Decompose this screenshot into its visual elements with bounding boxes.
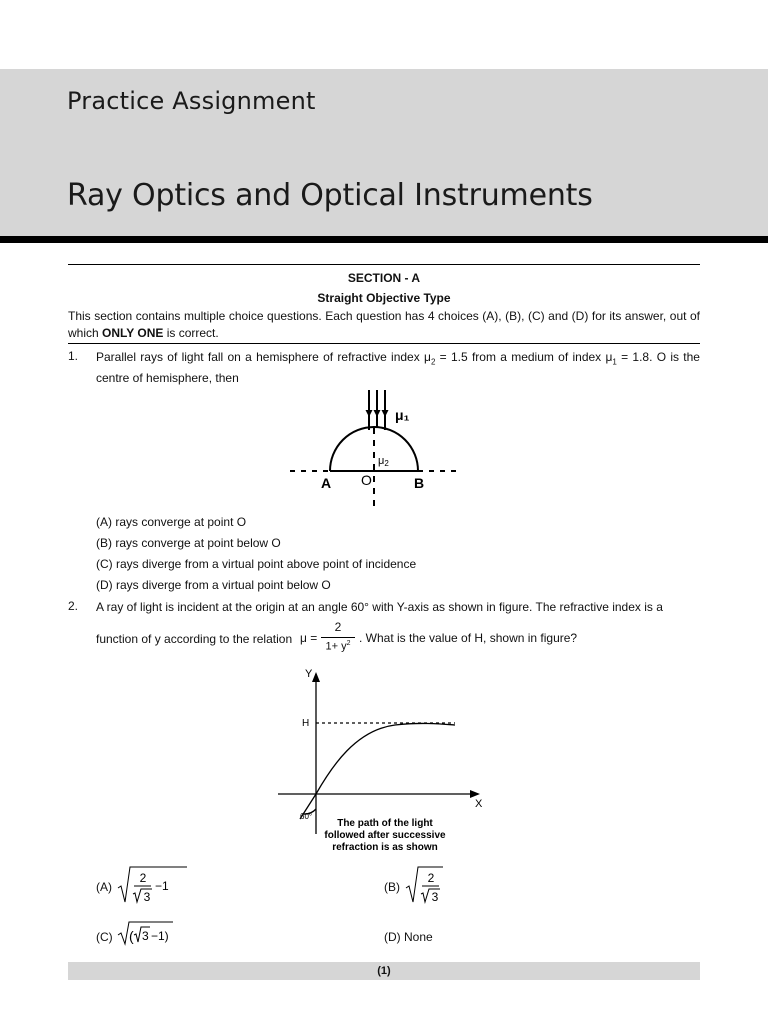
label-a: A [321,475,332,491]
y-label: Y [305,668,313,680]
light-path-curve [300,723,455,819]
q2-option-a-formula [117,864,189,906]
section-heading: SECTION - A [347,271,421,285]
a-numerator: 2 [139,871,147,885]
b-numerator: 2 [427,871,435,885]
q1-option-b: (B) rays converge at point below O [96,536,281,550]
q2-frac-denominator [321,640,355,653]
q1-option-a: (A) rays converge at point O [96,515,247,529]
q1-mu1-symbol: μ [605,350,613,364]
label-o: O [361,472,372,488]
ray-path-figure [270,664,500,859]
section-top-rule [68,264,700,265]
q1-option-d: (D) rays diverge from a virtual point below O [96,578,331,592]
section-type: Straight Objective Type [317,291,451,305]
page-title: Ray Optics and Optical Instruments [67,178,593,213]
c-inner: 3 [142,929,149,943]
q1-number: 1. [68,349,79,363]
y-axis-arrowhead [312,672,320,682]
q2-option-a-label: (A) [96,880,112,894]
instructions-text-2: is correct. [163,326,219,340]
q1-text-a: Parallel rays of light fall on a hemisphere of refractive index [96,350,425,364]
caption-line-3: refraction is as shown [332,842,438,853]
b-denominator: 3 [431,890,439,904]
q1-text-b: = 1.5 from a medium of index [435,350,606,364]
arrowhead-1 [366,410,373,417]
x-label: X [475,798,483,810]
q2-option-c-label: (C) [96,930,113,944]
q2-option-d-text: None [404,930,433,944]
q2-number: 2. [68,599,79,613]
label-mu2 [378,455,389,468]
q1-text [96,349,700,387]
q1-option-c: (C) rays diverge from a virtual point above point of incidence [96,557,417,571]
label-b: B [414,475,425,491]
caption-line-2: followed after successive [324,830,446,841]
arrowhead-3 [382,410,389,417]
q2-frac-bar [321,637,355,638]
a-denominator: 3 [143,890,151,904]
q2-option-b-label: (B) [384,880,400,894]
outer-radical [118,867,187,902]
q2-option-b-formula [405,864,445,906]
x-axis-arrowhead [470,790,480,798]
caption-line-1: The path of the light [337,818,433,829]
q1-mu1-sub: 1 [612,357,617,367]
label-mu2-sym: μ [378,455,385,467]
page-number: (1) [68,962,700,980]
q1-mu2-sub: 2 [430,357,436,367]
angle-label: 60° [300,812,313,821]
section-bottom-rule [68,343,700,344]
c-open-paren: ( [129,928,134,944]
q2-mu: μ = [300,631,318,645]
label-mu2-sub: 2 [384,459,389,468]
instructions-text-1: This section contains multiple choice questions. Each question has 4 choices (A), (B), (C) and (D) for its answer, out of which [68,309,700,340]
instructions-bold: ONLY ONE [102,326,164,340]
c-tail: −1) [151,929,169,943]
label-mu1: μ₁ [395,407,410,423]
q2-option-c-formula [117,920,177,948]
a-tail: −1 [155,879,169,893]
q1-text-c: = 1.8. O is the centre of hemisphere, then [96,350,700,386]
section-instructions [68,308,700,342]
arrowhead-2 [374,410,381,417]
h-label: H [302,718,310,729]
header-divider [0,236,768,243]
q2-frac-numerator: 2 [334,620,342,634]
q2-option-d-label: (D) [384,930,401,944]
header-subtitle: Practice Assignment [67,87,316,115]
q2-text-post: . What is the value of H, shown in figure? [359,631,578,645]
q2-frac-den-text: 1+ y [325,640,347,653]
q2-frac-den-exp: 2 [346,640,351,647]
q2-text-line1: A ray of light is incident at the origin at an angle 60° with Y-axis as shown in figure. The refractive index is a [96,600,663,614]
hemisphere-figure [285,386,460,512]
q2-text-pre: function of y according to the relation [96,632,293,646]
q1-mu2-symbol: μ [424,350,431,364]
q2-option-d [384,930,433,944]
